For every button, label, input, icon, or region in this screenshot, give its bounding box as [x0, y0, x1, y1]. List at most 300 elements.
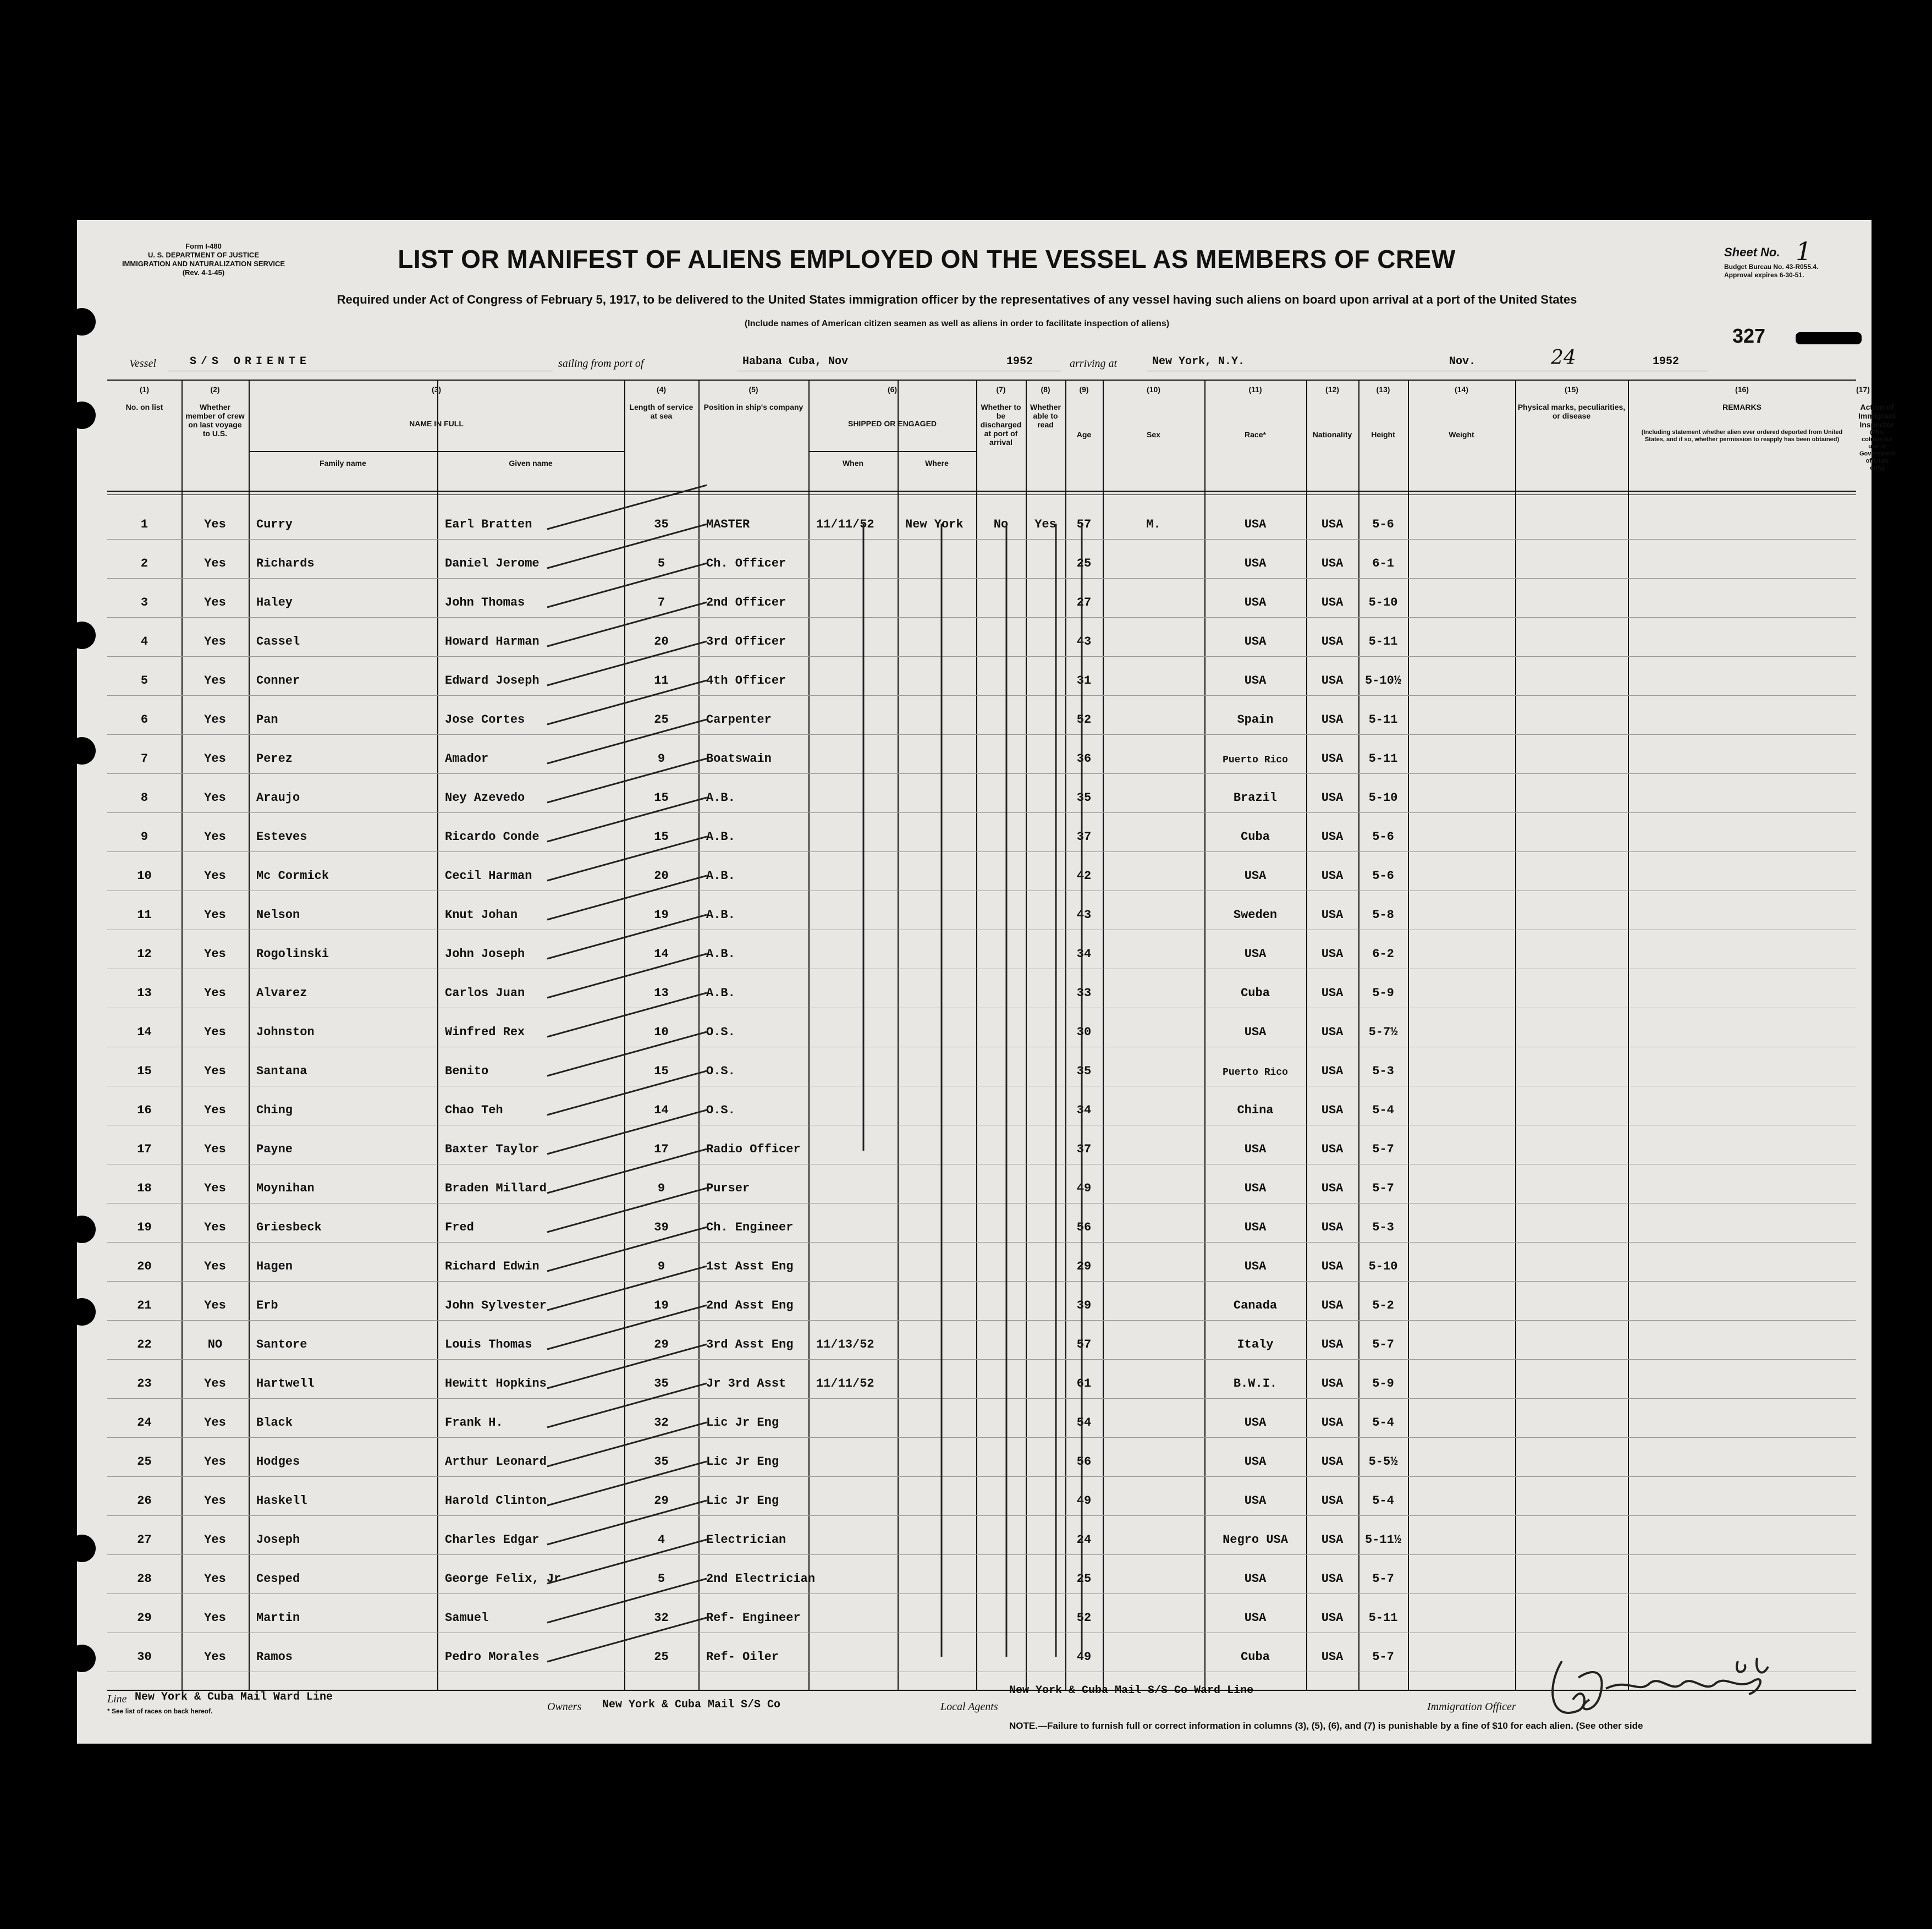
- cell-height: 5-10: [1368, 791, 1398, 805]
- cell-service: 13: [654, 986, 669, 1000]
- cell-family: Richards: [256, 557, 315, 570]
- cell-nat: USA: [1321, 1455, 1344, 1469]
- cell-position: Lic Jr Eng: [706, 1455, 779, 1469]
- cell-height: 5-11: [1368, 1611, 1398, 1625]
- stamp-number: 327: [1732, 325, 1766, 347]
- cell-family: Black: [256, 1416, 293, 1430]
- cell-last: Yes: [204, 518, 226, 531]
- cell-last: Yes: [204, 1650, 226, 1664]
- cell-position: A.B.: [706, 791, 735, 805]
- column-header: Whether to be discharged at port of arrival: [980, 403, 1022, 447]
- cell-service: 14: [654, 947, 669, 961]
- cell-family: Johnston: [256, 1025, 315, 1039]
- cell-service: 29: [654, 1494, 669, 1508]
- cell-nat: USA: [1321, 869, 1344, 883]
- cell-service: 35: [654, 1455, 669, 1469]
- cell-family: Moynihan: [256, 1181, 315, 1195]
- cell-family: Haskell: [256, 1494, 307, 1508]
- column-header: Sex: [1147, 430, 1160, 439]
- cell-sex: M.: [1146, 518, 1161, 531]
- column-number: (7): [996, 385, 1006, 394]
- cell-service: 35: [654, 1377, 669, 1391]
- punch-hole: [68, 1535, 96, 1562]
- cell-nat: USA: [1321, 1494, 1344, 1508]
- cell-family: Hagen: [256, 1260, 293, 1273]
- cell-race: USA: [1244, 1260, 1267, 1273]
- cell-age: 49: [1076, 1494, 1092, 1508]
- cell-last: Yes: [204, 596, 226, 609]
- cell-given: Ricardo Conde: [445, 830, 540, 844]
- cell-race: USA: [1244, 1611, 1267, 1625]
- column-number: (15): [1565, 385, 1578, 394]
- cell-age: 56: [1076, 1221, 1092, 1234]
- cell-height: 5-9: [1372, 986, 1394, 1000]
- cell-height: 5-6: [1372, 518, 1394, 531]
- cell-last: Yes: [204, 713, 226, 727]
- subtitle: Required under Act of Congress of February 5, 1917, to be delivered to the United States immigration officer by the representatives of any vessel having such aliens on board upon arrival at a port of the United States: [337, 293, 1577, 306]
- cell-last: Yes: [204, 635, 226, 649]
- cell-nat: USA: [1321, 1142, 1344, 1156]
- punch-hole: [68, 1216, 96, 1243]
- column-number: (14): [1455, 385, 1468, 394]
- cell-race: Brazil: [1233, 791, 1278, 805]
- cell-position: A.B.: [706, 869, 735, 883]
- column-number: (1): [139, 385, 150, 394]
- cell-service: 39: [654, 1221, 669, 1234]
- department: U. S. DEPARTMENT OF JUSTICE: [148, 251, 259, 259]
- cell-service: 9: [657, 752, 665, 766]
- cell-service: 15: [654, 1064, 669, 1078]
- column-number: (3): [431, 385, 442, 394]
- cell-given: Louis Thomas: [445, 1338, 532, 1351]
- cell-no: 22: [137, 1338, 152, 1351]
- cell-age: 33: [1076, 986, 1092, 1000]
- cell-height: 5-6: [1372, 830, 1394, 844]
- cell-age: 43: [1076, 908, 1092, 922]
- cell-given: Winfred Rex: [445, 1025, 525, 1039]
- cell-position: 2nd Electrician: [706, 1572, 816, 1586]
- cell-race: Cuba: [1241, 986, 1270, 1000]
- vessel-label: Vessel: [129, 358, 156, 370]
- cell-when: 11/11/52: [816, 1377, 874, 1391]
- cell-no: 3: [140, 596, 148, 609]
- cell-race: USA: [1244, 1181, 1267, 1195]
- cell-position: Jr 3rd Asst: [706, 1377, 786, 1391]
- cell-race: Italy: [1237, 1338, 1274, 1351]
- cell-nat: USA: [1321, 1181, 1344, 1195]
- owners-value: New York & Cuba Mail S/S Co: [602, 1699, 781, 1711]
- cell-last: Yes: [204, 1533, 226, 1547]
- cell-last: NO: [207, 1338, 223, 1351]
- cell-where: New York: [905, 518, 964, 531]
- cell-no: 6: [140, 713, 148, 727]
- cell-family: Hartwell: [256, 1377, 315, 1391]
- cell-given: Baxter Taylor: [445, 1142, 540, 1156]
- cell-position: A.B.: [706, 986, 735, 1000]
- column-subheader: Family name: [320, 459, 366, 468]
- column-number: (9): [1079, 385, 1089, 394]
- cell-height: 5-7½: [1368, 1025, 1398, 1039]
- cell-height: 5-7: [1372, 1338, 1394, 1351]
- revision: (Rev. 4-1-45): [182, 268, 225, 277]
- cell-age: 61: [1076, 1377, 1092, 1391]
- cell-height: 5-4: [1372, 1494, 1394, 1508]
- cell-age: 54: [1076, 1416, 1092, 1430]
- column-number: (16): [1735, 385, 1749, 394]
- cell-nat: USA: [1321, 518, 1344, 531]
- cell-position: Radio Officer: [706, 1142, 801, 1156]
- cell-given: Ney Azevedo: [445, 791, 525, 805]
- cell-height: 5-10: [1368, 596, 1398, 609]
- cell-service: 11: [654, 674, 669, 688]
- departure-port: Habana Cuba, Nov: [742, 355, 849, 368]
- cell-age: 25: [1076, 1572, 1092, 1586]
- cell-given: Daniel Jerome: [445, 557, 540, 570]
- cell-height: 5-10: [1368, 1260, 1398, 1273]
- cell-age: 42: [1076, 869, 1092, 883]
- cell-position: Ref- Oiler: [706, 1650, 779, 1664]
- column-subheader: Given name: [509, 459, 553, 468]
- cell-given: Chao Teh: [445, 1103, 503, 1117]
- manifest-sheet: [77, 220, 1896, 1744]
- cell-position: Lic Jr Eng: [706, 1416, 779, 1430]
- cell-nat: USA: [1321, 1103, 1344, 1117]
- cell-age: 30: [1076, 1025, 1092, 1039]
- cell-last: Yes: [204, 1181, 226, 1195]
- ink-blot: [1796, 332, 1862, 344]
- subnote: (Include names of American citizen seamen as well as aliens in order to facilitate inspection of aliens): [744, 319, 1170, 328]
- cell-service: 35: [654, 518, 669, 531]
- column-number: (4): [656, 385, 667, 394]
- cell-position: 3rd Officer: [706, 635, 786, 649]
- cell-last: Yes: [204, 557, 226, 570]
- cell-given: Benito: [445, 1064, 489, 1078]
- cell-race: Puerto Rico: [1223, 1067, 1288, 1078]
- cell-no: 19: [137, 1221, 152, 1234]
- cell-age: 25: [1076, 557, 1092, 570]
- cell-height: 5-11½: [1364, 1533, 1401, 1547]
- cell-last: Yes: [204, 1572, 226, 1586]
- agents-label: Local Agents: [940, 1701, 998, 1713]
- cell-family: Santore: [256, 1338, 307, 1351]
- cell-service: 5: [657, 557, 665, 570]
- cell-no: 24: [137, 1416, 152, 1430]
- cell-height: 5-11: [1368, 635, 1398, 649]
- column-header: No. on list: [125, 403, 163, 411]
- cell-height: 5-7: [1372, 1572, 1394, 1586]
- cell-service: 32: [654, 1611, 669, 1625]
- cell-position: 1st Asst Eng: [706, 1260, 794, 1273]
- cell-no: 26: [137, 1494, 152, 1508]
- cell-given: Arthur Leonard: [445, 1455, 547, 1469]
- cell-no: 15: [137, 1064, 152, 1078]
- cell-last: Yes: [204, 1025, 226, 1039]
- cell-nat: USA: [1321, 830, 1344, 844]
- cell-age: 35: [1076, 1064, 1092, 1078]
- approval-expires: Approval expires 6-30-51.: [1724, 271, 1804, 279]
- cell-family: Hodges: [256, 1455, 300, 1469]
- cell-service: 20: [654, 635, 669, 649]
- cell-given: John Sylvester: [445, 1299, 547, 1312]
- cell-age: 31: [1076, 674, 1092, 688]
- column-subheader: When: [842, 459, 864, 468]
- cell-no: 16: [137, 1103, 152, 1117]
- cell-family: Martin: [256, 1611, 300, 1625]
- cell-service: 25: [654, 1650, 669, 1664]
- cell-no: 11: [137, 908, 152, 922]
- cell-position: A.B.: [706, 908, 735, 922]
- cell-age: 49: [1076, 1181, 1092, 1195]
- cell-service: 4: [657, 1533, 665, 1547]
- column-number: (13): [1376, 385, 1390, 394]
- column-header: Height: [1371, 430, 1395, 439]
- column-header: Whether member of crew on last voyage to U.S.: [185, 403, 245, 438]
- cell-nat: USA: [1321, 1064, 1344, 1078]
- cell-position: 3rd Asst Eng: [706, 1338, 794, 1351]
- cell-no: 10: [137, 869, 152, 883]
- vessel-name: S/S ORIENTE: [190, 355, 311, 368]
- cell-race: China: [1237, 1103, 1274, 1117]
- column-subheader: Where: [925, 459, 949, 468]
- column-header: NAME IN FULL: [409, 419, 464, 428]
- punch-hole: [68, 1645, 96, 1672]
- line-value: New York & Cuba Mail Ward Line: [135, 1691, 333, 1703]
- cell-given: John Thomas: [445, 596, 525, 609]
- cell-last: Yes: [204, 1103, 226, 1117]
- cell-height: 5-3: [1372, 1221, 1394, 1234]
- cell-no: 28: [137, 1572, 152, 1586]
- cell-age: 49: [1076, 1650, 1092, 1664]
- column-number: (5): [748, 385, 758, 394]
- officer-label: Immigration Officer: [1427, 1701, 1516, 1713]
- cell-position: Carpenter: [706, 713, 772, 727]
- cell-nat: USA: [1321, 713, 1344, 727]
- cell-height: 5-7: [1372, 1650, 1394, 1664]
- cell-nat: USA: [1321, 791, 1344, 805]
- cell-height: 5-4: [1372, 1416, 1394, 1430]
- form-header: [93, 242, 313, 277]
- cell-nat: USA: [1321, 947, 1344, 961]
- column-header: Race*: [1245, 430, 1266, 439]
- cell-age: 24: [1076, 1533, 1092, 1547]
- cell-service: 15: [654, 791, 669, 805]
- cell-age: 36: [1076, 752, 1092, 766]
- cell-given: Pedro Morales: [445, 1650, 540, 1664]
- cell-height: 5-4: [1372, 1103, 1394, 1117]
- column-note: (Including statement whether alien ever ordered deported from United States, and if so, whether permission to reapply has been obtained): [1641, 429, 1843, 443]
- cell-position: Electrician: [706, 1533, 786, 1547]
- cell-no: 20: [137, 1260, 152, 1273]
- cell-race: Sweden: [1233, 908, 1278, 922]
- column-number: (12): [1325, 385, 1339, 394]
- cell-service: 25: [654, 713, 669, 727]
- cell-no: 1: [140, 518, 148, 531]
- arrival-year: 1952: [1653, 355, 1680, 368]
- cell-age: 37: [1076, 1142, 1092, 1156]
- cell-family: Conner: [256, 674, 300, 688]
- cell-nat: USA: [1321, 635, 1344, 649]
- cell-race: USA: [1244, 557, 1267, 570]
- cell-given: Carlos Juan: [445, 986, 525, 1000]
- cell-nat: USA: [1321, 1611, 1344, 1625]
- cell-no: 29: [137, 1611, 152, 1625]
- column-header: Nationality: [1312, 430, 1352, 439]
- cell-nat: USA: [1321, 596, 1344, 609]
- cell-last: Yes: [204, 674, 226, 688]
- punch-hole: [68, 622, 96, 649]
- punch-hole: [68, 737, 96, 765]
- cell-position: MASTER: [706, 518, 750, 531]
- sheet-label: Sheet No.: [1724, 245, 1780, 259]
- cell-height: 5-2: [1372, 1299, 1394, 1312]
- cell-service: 20: [654, 869, 669, 883]
- cell-given: Braden Millard: [445, 1181, 547, 1195]
- cell-no: 2: [140, 557, 148, 570]
- cell-last: Yes: [204, 1455, 226, 1469]
- cell-age: 35: [1076, 791, 1092, 805]
- cell-position: A.B.: [706, 830, 735, 844]
- cell-race: USA: [1244, 1572, 1267, 1586]
- cell-family: Araujo: [256, 791, 300, 805]
- cell-race: USA: [1244, 869, 1267, 883]
- cell-service: 9: [657, 1260, 665, 1273]
- cell-nat: USA: [1321, 986, 1344, 1000]
- line-label: Line: [107, 1693, 127, 1705]
- cell-age: 29: [1076, 1260, 1092, 1273]
- cell-disch: No: [993, 518, 1009, 531]
- cell-no: 8: [140, 791, 148, 805]
- cell-position: O.S.: [706, 1064, 735, 1078]
- punch-hole: [68, 402, 96, 429]
- column-header: Length of service at sea: [629, 403, 693, 420]
- cell-no: 7: [140, 752, 148, 766]
- column-number: (2): [210, 385, 220, 394]
- cell-race: USA: [1244, 1025, 1267, 1039]
- cell-position: O.S.: [706, 1025, 735, 1039]
- cell-service: 7: [657, 596, 665, 609]
- cell-service: 5: [657, 1572, 665, 1586]
- cell-last: Yes: [204, 1494, 226, 1508]
- cell-position: A.B.: [706, 947, 735, 961]
- budget-info: [1724, 263, 1818, 279]
- cell-race: USA: [1244, 1416, 1267, 1430]
- cell-last: Yes: [204, 1416, 226, 1430]
- cell-last: Yes: [204, 1611, 226, 1625]
- cell-no: 5: [140, 674, 148, 688]
- cell-race: USA: [1244, 1142, 1267, 1156]
- column-header: Weight: [1449, 430, 1474, 439]
- cell-nat: USA: [1321, 1260, 1344, 1273]
- cell-age: 56: [1076, 1455, 1092, 1469]
- cell-race: Canada: [1233, 1299, 1278, 1312]
- cell-age: 52: [1076, 1611, 1092, 1625]
- column-header: Whether able to read: [1030, 403, 1061, 429]
- cell-position: 2nd Officer: [706, 596, 786, 609]
- cell-family: Perez: [256, 752, 293, 766]
- cell-height: 6-2: [1372, 947, 1394, 961]
- cell-family: Rogolinski: [256, 947, 329, 961]
- departure-year: 1952: [1006, 355, 1033, 368]
- cell-given: Cecil Harman: [445, 869, 532, 883]
- cell-family: Cassel: [256, 635, 300, 649]
- cell-race: USA: [1244, 1455, 1267, 1469]
- cell-height: 5-7: [1372, 1142, 1394, 1156]
- cell-no: 9: [140, 830, 148, 844]
- cell-no: 13: [137, 986, 152, 1000]
- cell-last: Yes: [204, 1064, 226, 1078]
- cell-age: 27: [1076, 596, 1092, 609]
- cell-race: USA: [1244, 518, 1267, 531]
- cell-last: Yes: [204, 1377, 226, 1391]
- cell-race: USA: [1244, 635, 1267, 649]
- arrival-port: New York, N.Y.: [1152, 355, 1245, 368]
- cell-given: Howard Harman: [445, 635, 540, 649]
- cell-age: 37: [1076, 830, 1092, 844]
- pen-check-marks: [107, 381, 1856, 1690]
- cell-last: Yes: [204, 791, 226, 805]
- cell-race: USA: [1244, 1221, 1267, 1234]
- cell-height: 5-11: [1368, 752, 1398, 766]
- cell-height: 5-10½: [1364, 674, 1401, 688]
- cell-family: Ramos: [256, 1650, 293, 1664]
- cell-height: 5-8: [1372, 908, 1394, 922]
- cell-nat: USA: [1321, 1338, 1344, 1351]
- cell-position: 4th Officer: [706, 674, 786, 688]
- cell-last: Yes: [204, 1221, 226, 1234]
- cell-last: Yes: [204, 986, 226, 1000]
- cell-no: 18: [137, 1181, 152, 1195]
- agents-value: New York & Cuba Mail S/S Co Ward Line: [1009, 1684, 1254, 1697]
- cell-nat: USA: [1321, 674, 1344, 688]
- cell-race: Negro USA: [1223, 1533, 1288, 1547]
- cell-position: Ref- Engineer: [706, 1611, 801, 1625]
- cell-nat: USA: [1321, 1221, 1344, 1234]
- cell-height: 5-9: [1372, 1377, 1394, 1391]
- cell-position: Ch. Engineer: [706, 1221, 794, 1234]
- cell-service: 32: [654, 1416, 669, 1430]
- column-header: Physical marks, peculiarities, or disease: [1517, 403, 1626, 420]
- cell-given: Knut Johan: [445, 908, 518, 922]
- cell-race: USA: [1244, 674, 1267, 688]
- cell-no: 25: [137, 1455, 152, 1469]
- form-number: Form I-480: [185, 242, 222, 250]
- cell-service: 9: [657, 1181, 665, 1195]
- cell-race: Cuba: [1241, 1650, 1270, 1664]
- sailing-label: sailing from port of: [558, 358, 644, 370]
- cell-given: Earl Bratten: [445, 518, 532, 531]
- cell-race: Puerto Rico: [1223, 755, 1288, 766]
- cell-nat: USA: [1321, 1572, 1344, 1586]
- cell-last: Yes: [204, 1142, 226, 1156]
- cell-nat: USA: [1321, 908, 1344, 922]
- budget-bureau: Budget Bureau No. 43-R055.4.: [1724, 263, 1819, 271]
- sheet-number: 1: [1796, 237, 1812, 266]
- races-note: * See list of races on back hereof.: [107, 1707, 213, 1715]
- cell-family: Cesped: [256, 1572, 300, 1586]
- column-header: SHIPPED OR ENGAGED: [847, 419, 937, 428]
- cell-nat: USA: [1321, 1416, 1344, 1430]
- cell-family: Nelson: [256, 908, 300, 922]
- column-header: Position in ship's company: [703, 403, 803, 411]
- cell-given: John Joseph: [445, 947, 525, 961]
- cell-given: Richard Edwin: [445, 1260, 540, 1273]
- arriving-label: arriving at: [1070, 358, 1118, 370]
- cell-last: Yes: [204, 752, 226, 766]
- cell-given: Jose Cortes: [445, 713, 525, 727]
- cell-given: Samuel: [445, 1611, 489, 1625]
- cell-service: 17: [654, 1142, 669, 1156]
- cell-family: Esteves: [256, 830, 307, 844]
